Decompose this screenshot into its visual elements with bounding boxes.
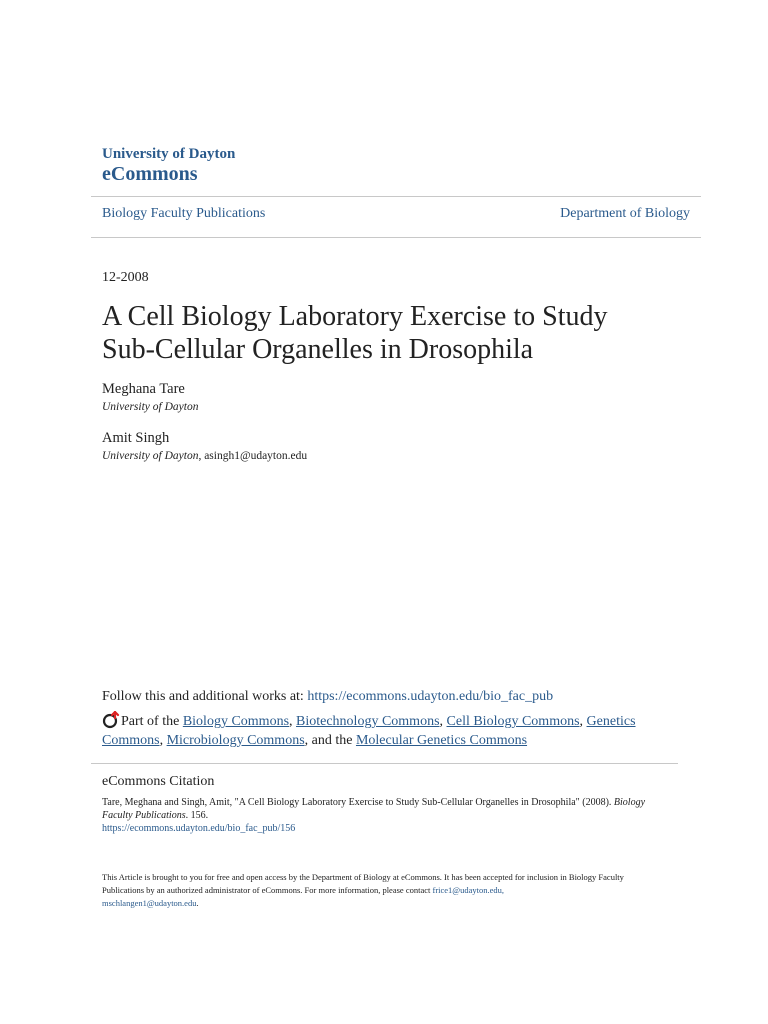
repository-name: eCommons bbox=[102, 163, 198, 185]
author-email: , asingh1@udayton.edu bbox=[198, 450, 308, 462]
citation-text bbox=[102, 796, 672, 835]
partof-prefix: Part of the bbox=[121, 714, 183, 729]
genetics-commons-link[interactable]: Genetics Commons bbox=[102, 714, 636, 748]
collection-nav bbox=[102, 206, 690, 222]
microbiology-commons-link[interactable]: Microbiology Commons bbox=[166, 733, 305, 748]
follow-prefix: Follow this and additional works at: bbox=[102, 689, 308, 704]
university-name: University of Dayton bbox=[102, 146, 236, 162]
separator: , bbox=[289, 714, 297, 729]
separator: , bbox=[159, 733, 167, 748]
cell-biology-commons-link[interactable]: Cell Biology Commons bbox=[446, 714, 580, 729]
citation-heading: eCommons Citation bbox=[102, 774, 215, 789]
biology-commons-link[interactable]: Biology Commons bbox=[182, 714, 290, 729]
top-divider bbox=[91, 196, 701, 197]
separator: , and the bbox=[304, 733, 356, 748]
open-access-icon bbox=[102, 711, 120, 729]
notice-text: This Article is brought to you for free and open access by the Department of Biology at eCommons. It has been accepted for inclusion in Biology Faculty Publications by an authorized administrator of eCommons. For more information, please contact bbox=[102, 872, 624, 895]
citation-url-link[interactable]: https://ecommons.udayton.edu/bio_fac_pub/156 bbox=[102, 823, 296, 834]
publication-date: 12-2008 bbox=[102, 270, 149, 285]
citation-series: Biology Faculty Publications bbox=[102, 797, 646, 821]
part-of-commons bbox=[102, 711, 662, 750]
article-title: A Cell Biology Laboratory Exercise to Study Sub-Cellular Organelles in Drosophila bbox=[102, 301, 608, 365]
follow-url-link[interactable]: https://ecommons.udayton.edu/bio_fac_pub bbox=[307, 689, 554, 704]
affiliation-text: University of Dayton bbox=[102, 401, 199, 413]
biology-faculty-publications-link[interactable]: Biology Faculty Publications bbox=[102, 206, 266, 221]
citation-divider bbox=[91, 763, 678, 764]
molecular-genetics-commons-link[interactable]: Molecular Genetics Commons bbox=[355, 733, 528, 748]
contact-email-link[interactable]: frice1@udayton.edu, bbox=[432, 885, 505, 895]
citation-end: . 156. bbox=[185, 810, 209, 821]
access-notice bbox=[102, 871, 662, 910]
affiliation-text: University of Dayton bbox=[102, 450, 199, 462]
separator: , bbox=[579, 714, 587, 729]
author-name: Meghana Tare bbox=[102, 381, 185, 397]
follow-line bbox=[102, 689, 553, 705]
contact-email-link[interactable]: mschlangen1@udayton.edu bbox=[102, 898, 197, 908]
author-name: Amit Singh bbox=[102, 430, 170, 446]
author-affiliation bbox=[102, 450, 307, 462]
separator: , bbox=[439, 714, 447, 729]
brand-logo[interactable] bbox=[102, 145, 235, 185]
notice-end: . bbox=[196, 898, 199, 908]
citation-main: Tare, Meghana and Singh, Amit, "A Cell Biology Laboratory Exercise to Study Sub-Cellular Organelles in Drosophila" (2008). bbox=[102, 797, 614, 808]
biotechnology-commons-link[interactable]: Biotechnology Commons bbox=[296, 714, 440, 729]
nav-divider bbox=[91, 237, 701, 238]
author-affiliation bbox=[102, 401, 198, 413]
department-of-biology-link[interactable]: Department of Biology bbox=[560, 206, 690, 221]
